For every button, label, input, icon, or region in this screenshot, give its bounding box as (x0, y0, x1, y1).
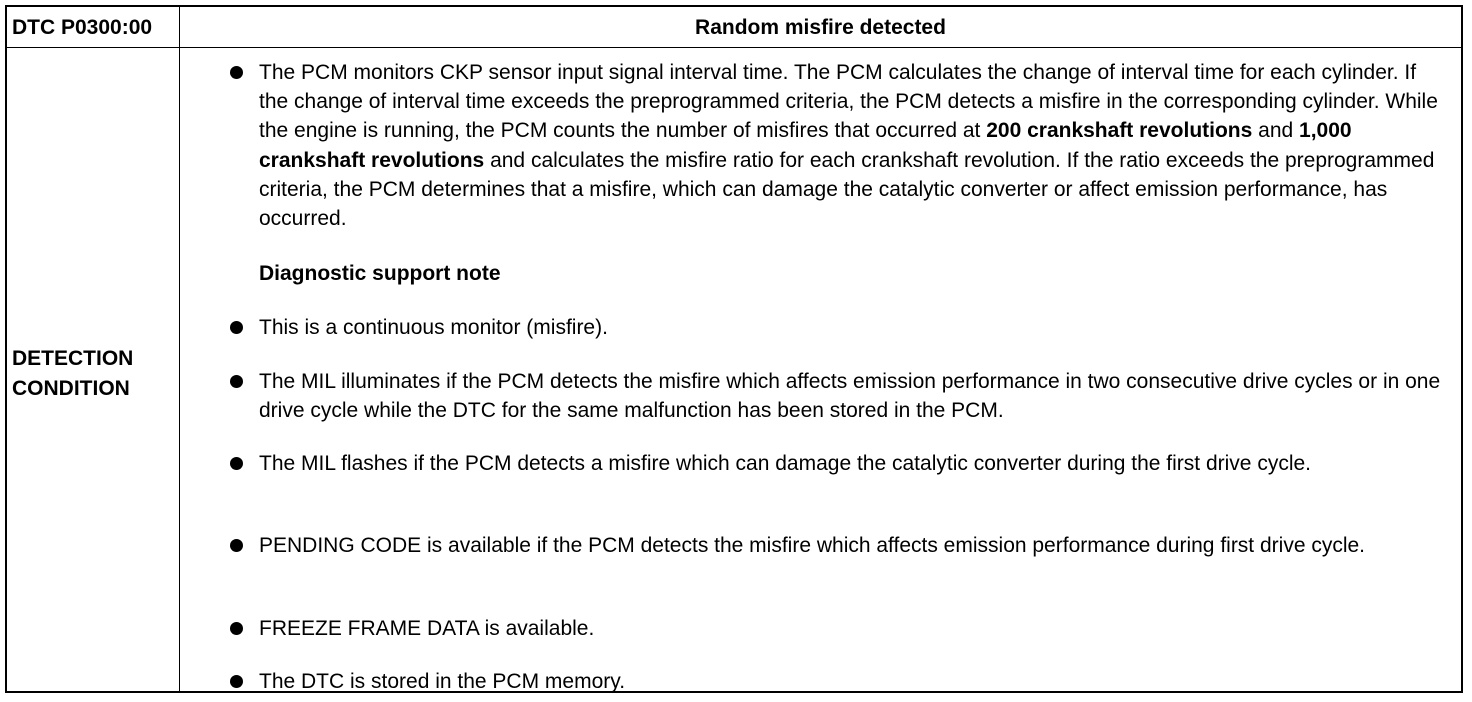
bullet-icon (230, 321, 243, 334)
bullet-icon (230, 375, 243, 388)
main-paragraph-part2: and (1252, 119, 1300, 143)
main-paragraph-bold1: 200 crankshaft revolutions (986, 119, 1253, 143)
main-paragraph-part3: and calculates the misfire ratio for each crankshaft revolution. If the ratio exceeds the preprogrammed criteria, the PCM determines that a misfire, which can damage the catalytic converter or affect emission performance, has occurred. (259, 148, 1435, 231)
dtc-table (5, 5, 1463, 693)
main-paragraph-bold2: 1,000 crankshaft revolutions (259, 119, 1352, 172)
main-paragraph (259, 58, 1444, 233)
row-label-line2: CONDITION (12, 377, 130, 400)
main-paragraph-part1: The PCM monitors CKP sensor input signal interval time. The PCM calculates the change of interval time for each cylinder. If the change of interval time exceeds the preprogrammed criteria, the PCM detects a misfire in the corresponding cylinder. While the engine is running, the PCM counts the number of misfires that occurred at (259, 61, 1438, 143)
note-text: FREEZE FRAME DATA is available. (259, 617, 595, 640)
bullet-icon (230, 539, 243, 552)
note-text: The MIL illuminates if the PCM detects the misfire which affects emission performance in two consecutive drive cycles or in one drive cycle while the DTC for the same malfunction has been stored in the PCM. (259, 370, 1441, 423)
note-text: PENDING CODE is available if the PCM detects the misfire which affects emission performance during first drive cycle. (259, 534, 1366, 557)
dtc-code: DTC P0300:00 (12, 16, 153, 39)
bullet-icon (230, 622, 243, 635)
bullet-icon (230, 675, 243, 688)
diagnostic-support-note-heading: Diagnostic support note (259, 262, 501, 285)
note-text: This is a continuous monitor (misfire). (259, 316, 608, 339)
column-divider (179, 7, 180, 691)
bullet-icon (230, 457, 243, 470)
bullet-icon (230, 66, 243, 79)
note-text: The MIL flashes if the PCM detects a misfire which can damage the catalytic converter during the first drive cycle. (259, 452, 1311, 475)
row-label-line1: DETECTION (12, 347, 134, 370)
dtc-title: Random misfire detected (695, 16, 946, 39)
detection-condition-label (12, 344, 133, 404)
note-text: The DTC is stored in the PCM memory. (259, 670, 626, 693)
